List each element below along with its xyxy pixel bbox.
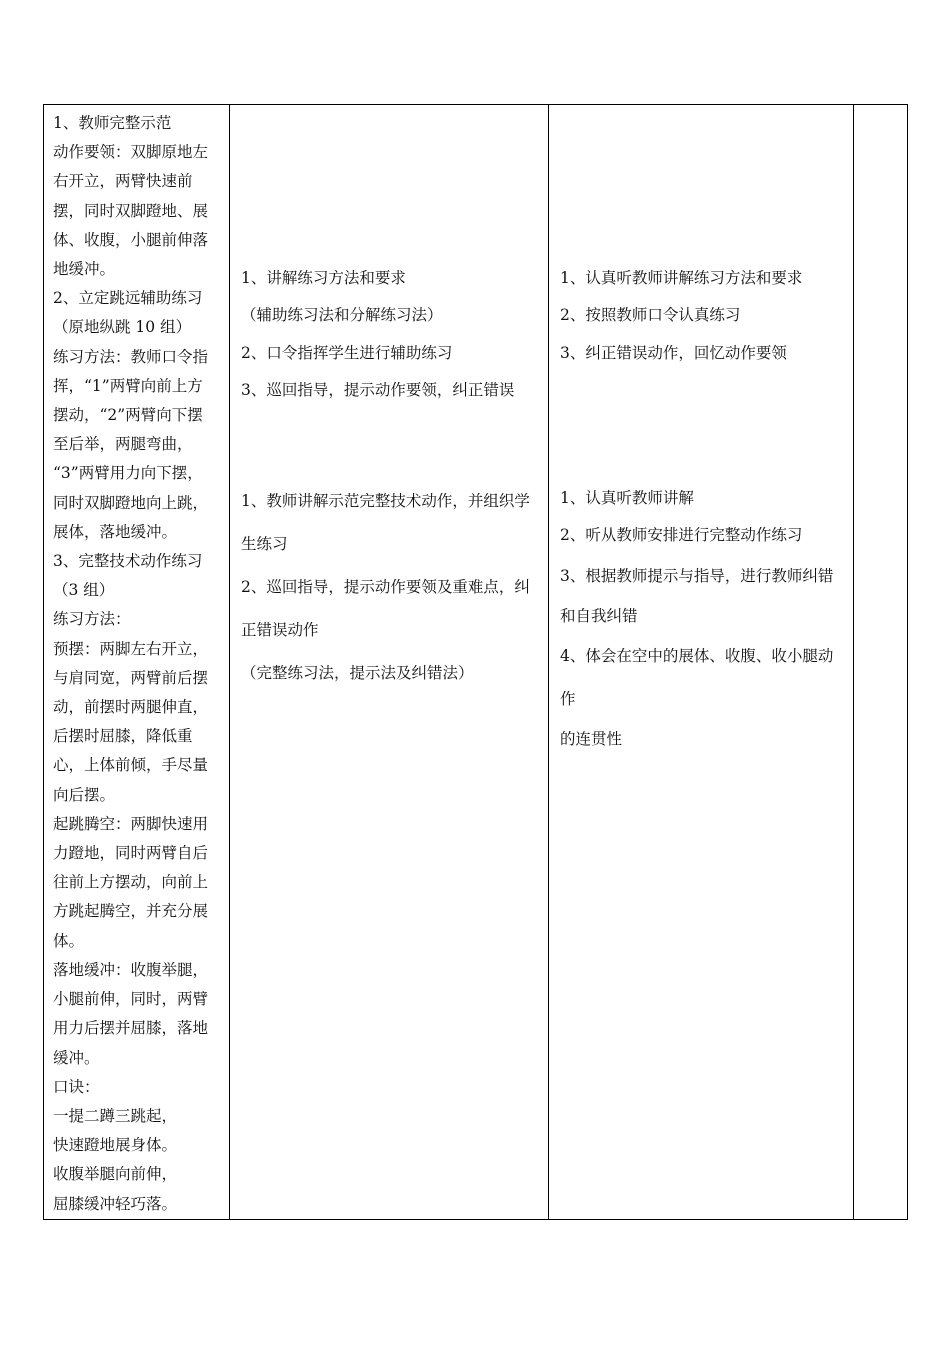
content-line: 一提二蹲三跳起， <box>53 1106 178 1125</box>
content-line: 右开立，两臂快速前 <box>53 172 193 191</box>
content-line: 落地缓冲：收腹举腿， <box>53 960 209 979</box>
teaching-content-cell <box>44 105 230 1220</box>
student-activity-block-2 <box>560 480 847 758</box>
content-line: 练习方法：教师口令指 <box>53 347 209 366</box>
lesson-plan-table <box>43 104 908 1220</box>
notes-cell <box>854 105 908 1220</box>
content-line: 往前上方摆动，向前上 <box>53 873 209 892</box>
content-line: 动作要领：双脚原地左 <box>53 143 209 162</box>
content-line: 方跳起腾空，并充分展 <box>53 902 209 921</box>
student-line: 和自我纠错 <box>560 606 638 625</box>
content-line: 体、收腹，小腿前伸落 <box>53 230 209 249</box>
content-line: 摆，同时双脚蹬地、展 <box>53 201 209 220</box>
content-line: 动，前摆时两腿伸直， <box>53 698 209 717</box>
content-line: “3”两臂用力向下摆， <box>53 464 203 483</box>
content-line: 与肩同宽，两臂前后摆 <box>53 668 209 687</box>
teacher-line: 1、讲解练习方法和要求 <box>241 269 406 287</box>
content-line: 展体，落地缓冲。 <box>53 522 178 541</box>
student-line: 3、纠正错误动作，回忆动作要领 <box>560 343 787 362</box>
content-line: 屈膝缓冲轻巧落。 <box>53 1194 178 1213</box>
teacher-line: 正错误动作 <box>241 621 319 639</box>
teacher-line: 3、巡回指导，提示动作要领，纠正错误 <box>241 380 515 399</box>
content-line: 练习方法： <box>53 610 131 629</box>
content-line: 体。 <box>53 931 85 950</box>
teacher-activity-block-1 <box>241 260 542 409</box>
content-line: 同时双脚蹬地向上跳， <box>53 493 209 512</box>
student-activity-block-1 <box>560 260 847 372</box>
student-line: 3、根据教师提示与指导，进行教师纠错 <box>560 566 834 585</box>
content-line: （原地纵跳 10 组） <box>53 318 192 337</box>
teacher-line: （辅助练习法和分解练习法） <box>241 306 443 325</box>
content-line: 快速蹬地展身体。 <box>53 1136 178 1155</box>
content-line: 收腹举腿向前伸， <box>53 1165 178 1184</box>
content-line: 3、完整技术动作练习 <box>53 552 203 571</box>
content-line: 缓冲。 <box>53 1048 100 1067</box>
content-line: 口诀： <box>53 1077 100 1096</box>
teacher-line: 2、口令指挥学生进行辅助练习 <box>241 343 453 362</box>
content-line: 地缓冲。 <box>53 260 116 279</box>
student-line: 2、按照教师口令认真练习 <box>560 306 741 325</box>
teacher-line: 2、巡回指导，提示动作要领及重难点，纠 <box>241 578 530 596</box>
teacher-activity-cell <box>230 105 549 1220</box>
content-line: 小腿前伸，同时，两臂 <box>53 990 209 1009</box>
content-line: 后摆时屈膝，降低重 <box>53 727 193 746</box>
content-line: 向后摆。 <box>53 785 116 804</box>
content-line: 预摆：两脚左右开立， <box>53 639 209 658</box>
student-line: 4、体会在空中的展体、收腹、收小腿动作 <box>560 646 834 708</box>
content-line: 力蹬地，同时两臂自后 <box>53 844 209 863</box>
student-line: 1、认真听教师讲解练习方法和要求 <box>560 269 803 287</box>
content-line: 挥，“1”两臂向前上方 <box>53 376 203 395</box>
content-line: （3 组） <box>53 581 115 600</box>
content-line: 摆动，“2”两臂向下摆 <box>53 406 203 425</box>
student-line: 1、认真听教师讲解 <box>560 489 694 507</box>
teacher-line: 1、教师讲解示范完整技术动作，并组织学 <box>241 492 530 510</box>
content-line: 起跳腾空：两脚快速用 <box>53 814 209 833</box>
content-line: 1、教师完整示范 <box>53 114 172 132</box>
student-activity-cell <box>549 105 854 1220</box>
student-line: 的连贯性 <box>560 729 623 748</box>
student-line: 2、听从教师安排进行完整动作练习 <box>560 526 803 545</box>
content-line: 至后举，两腿弯曲， <box>53 435 193 454</box>
content-line: 心，上体前倾，手尽量 <box>53 756 209 775</box>
teacher-activity-block-2 <box>241 480 542 695</box>
content-line: 2、立定跳远辅助练习 <box>53 289 203 308</box>
table-row <box>44 105 908 1220</box>
teacher-line: 生练习 <box>241 535 288 553</box>
teacher-line: （完整练习法，提示法及纠错法） <box>241 664 474 682</box>
content-line: 用力后摆并屈膝，落地 <box>53 1019 209 1038</box>
